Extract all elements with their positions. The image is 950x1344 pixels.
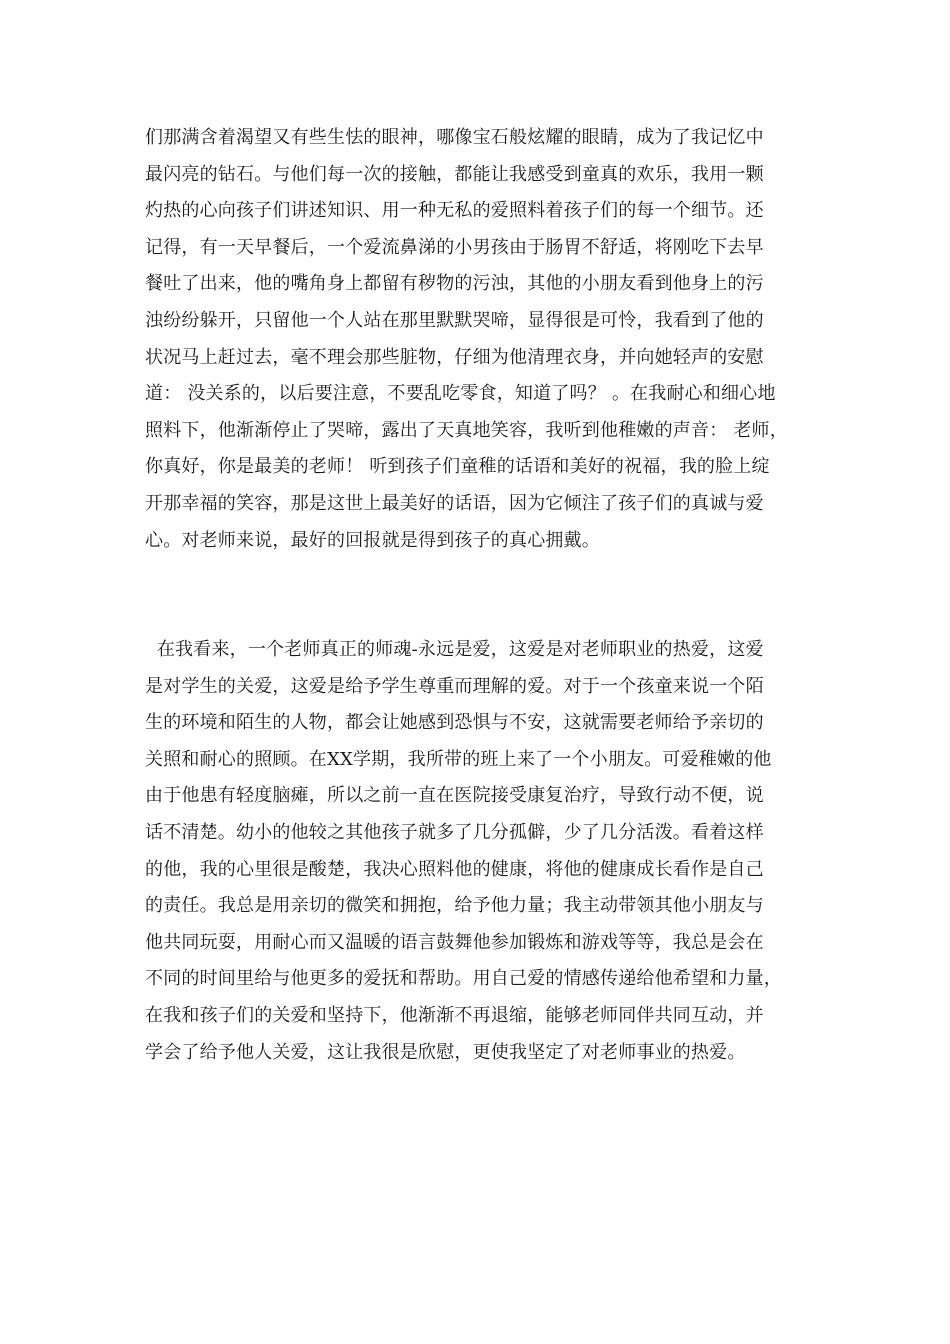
text-line: 餐吐了出来，他的嘴角身上都留有秽物的污浊，其他的小朋友看到他身上的污 bbox=[145, 273, 764, 295]
text-line: 们那满含着渴望又有些生怯的眼神，哪像宝石般炫耀的眼睛，成为了我记忆中 bbox=[145, 127, 764, 148]
text-line: 开那幸福的笑容，那是这世上最美好的话语，因为它倾注了孩子们的真诚与爱 bbox=[145, 492, 764, 514]
text-line: 由于他患有轻度脑瘫，所以之前一直在医院接受康复治疗，导致行动不便，说 bbox=[145, 785, 764, 807]
text-line: 在我看来，一个老师真正的师魂-永远是爱，这爱是对老师职业的热爱，这爱 bbox=[145, 639, 764, 660]
text-line: 是对学生的关爱，这爱是给予学生尊重而理解的爱。对于一个孩童来说一个陌 bbox=[145, 675, 764, 697]
text-line: 生的环境和陌生的人物，都会让她感到恐惧与不安，这就需要老师给予亲切的 bbox=[145, 712, 764, 734]
text-line: 浊纷纷躲开，只留他一个人站在那里默默哭啼，显得很是可怜，我看到了他的 bbox=[145, 309, 764, 331]
paragraph-2 bbox=[145, 632, 825, 1071]
text-line: 状况马上赶过去，毫不理会那些脏物，仔细为他清理衣身，并向她轻声的安慰 bbox=[145, 346, 764, 368]
text-line: 的责任。我总是用亲切的微笑和拥抱，给予他力量；我主动带领其他小朋友与 bbox=[145, 895, 764, 917]
text-line: 最闪亮的钻石。与他们每一次的接触，都能让我感受到童真的欢乐，我用一颗 bbox=[145, 163, 764, 185]
paragraph-1 bbox=[145, 120, 825, 559]
text-line: 关照和耐心的照顾。在XX学期，我所带的班上来了一个小朋友。可爱稚嫩的他 bbox=[145, 748, 772, 770]
text-line: 在我和孩子们的关爱和坚持下，他渐渐不再退缩，能够老师同伴共同互动，并 bbox=[145, 1004, 764, 1026]
text-line: 道： 没关系的，以后要注意，不要乱吃零食，知道了吗？ 。在我耐心和细心地 bbox=[145, 383, 776, 405]
text-line: 照料下，他渐渐停止了哭啼，露出了天真地笑容，我听到他稚嫩的声音： 老师， bbox=[145, 419, 788, 441]
text-line: 学会了给予他人关爱，这让我很是欣慰，更使我坚定了对老师事业的热爱。 bbox=[145, 1041, 746, 1063]
text-line: 记得，有一天早餐后，一个爱流鼻涕的小男孩由于肠胃不舒适，将刚吃下去早 bbox=[145, 236, 764, 258]
text-line: 话不清楚。幼小的他较之其他孩子就多了几分孤僻，少了几分活泼。看着这样 bbox=[145, 821, 764, 843]
text-line: 的他，我的心里很是酸楚，我决心照料他的健康，将他的健康成长看作是自己 bbox=[145, 858, 764, 880]
text-line: 不同的时间里给与他更多的爱抚和帮助。用自己爱的情感传递给他希望和力量， bbox=[145, 968, 782, 990]
text-line: 他共同玩耍，用耐心而又温暖的语言鼓舞他参加锻炼和游戏等等，我总是会在 bbox=[145, 931, 764, 953]
text-line: 心。对老师来说，最好的回报就是得到孩子的真心拥戴。 bbox=[145, 529, 600, 551]
text-line: 灼热的心向孩子们讲述知识、用一种无私的爱照料着孩子们的每一个细节。还 bbox=[145, 200, 764, 222]
text-line: 你真好，你是最美的老师！ 听到孩子们童稚的话语和美好的祝福，我的脸上绽 bbox=[145, 456, 770, 478]
